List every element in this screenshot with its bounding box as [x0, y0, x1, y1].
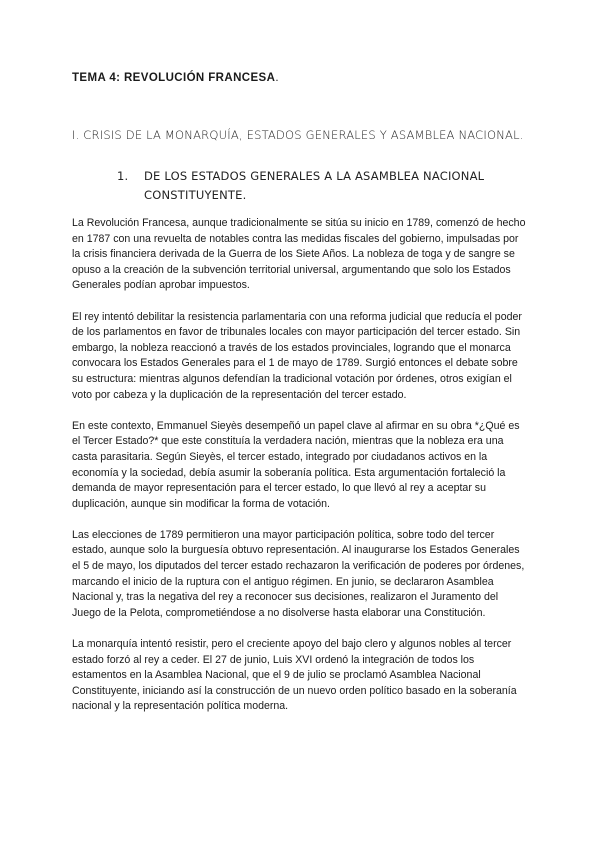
paragraph: En este contexto, Emmanuel Sieyès desempeñó un papel clave al afirmar en su obra *¿Qué es el Tercer Estado?* que este constituía la verdadera nación, mientras que la nobleza era una casta parasitaria. Según Sieyès, el tercer estado, integrado por ciudadanos activos en la economía y la sociedad, debía asumir la soberanía política. Esta argumentación fortaleció la demanda de mayor representación para el tercer estado, lo que llevó al rey a aceptar su duplicación, aunque sin modificar la forma de votación. — [72, 419, 520, 510]
subsection-number: 1. — [117, 169, 129, 183]
paragraph: Las elecciones de 1789 permitieron una mayor participación política, sobre todo del tercer estado, aunque solo la burguesía obtuvo representación. Al inaugurarse los Estados Generales el 5 de mayo, los diputados del tercer estado rechazaron la verificación de poderes por órdenes, marcando el inicio de la ruptura con el antiguo régimen. En junio, se declararon Asamblea Nacional y, tras la negativa del rey a reconocer sus decisiones, realizaron el Juramento del Juego de la Pelota, comprometiéndose a no disolverse hasta elaborar una Constitución. — [72, 528, 525, 619]
body-text — [72, 216, 528, 731]
subsection-heading — [117, 167, 497, 205]
subsection-text: DE LOS ESTADOS GENERALES A LA ASAMBLEA NACIONAL CONSTITUYENTE. — [144, 169, 485, 202]
title-text: TEMA 4: REVOLUCIÓN FRANCESA — [72, 72, 276, 84]
title-suffix: . — [275, 72, 279, 84]
paragraph: La Revolución Francesa, aunque tradicionalmente se sitúa su inicio en 1789, comenzó de hecho en 1787 con una revuelta de notables contra las medidas fiscales del gobierno, impulsadas por la crisis financiera derivada de la Guerra de los Siete Años. La nobleza de toga y de sangre se opuso a la creación de la subvención territorial universal, argumentando que solo los Estados Generales podían aprobar impuestos. — [72, 217, 526, 292]
document-title — [72, 72, 279, 84]
paragraph: El rey intentó debilitar la resistencia parlamentaria con una reforma judicial que reducía el poder de los parlamentos en favor de tribunales locales con mayor participación del tercer estado. Sin embargo, la nobleza reaccionó a través de los estados provinciales, logrando que el monarca convocara los Estados Generales para el 1 de mayo de 1789. Surgió entonces el debate sobre su estructura: mientras algunos defendían la tradicional votación por órdenes, otros exigían el voto por cabeza y la duplicación de la representación del tercer estado. — [72, 310, 522, 401]
paragraph: La monarquía intentó resistir, pero el creciente apoyo del bajo clero y algunos nobles al tercer estado forzó al rey a ceder. El 27 de junio, Luis XVI ordenó la integración de todos los estamentos en la Asamblea Nacional, que el 9 de julio se proclamó Asamblea Nacional Constituyente, iniciando así la construcción de un nuevo orden político basado en la soberanía nacional y la representación política moderna. — [72, 638, 517, 713]
section-heading: I. CRISIS DE LA MONARQUÍA, ESTADOS GENERALES Y ASAMBLEA NACIONAL. — [72, 128, 524, 142]
